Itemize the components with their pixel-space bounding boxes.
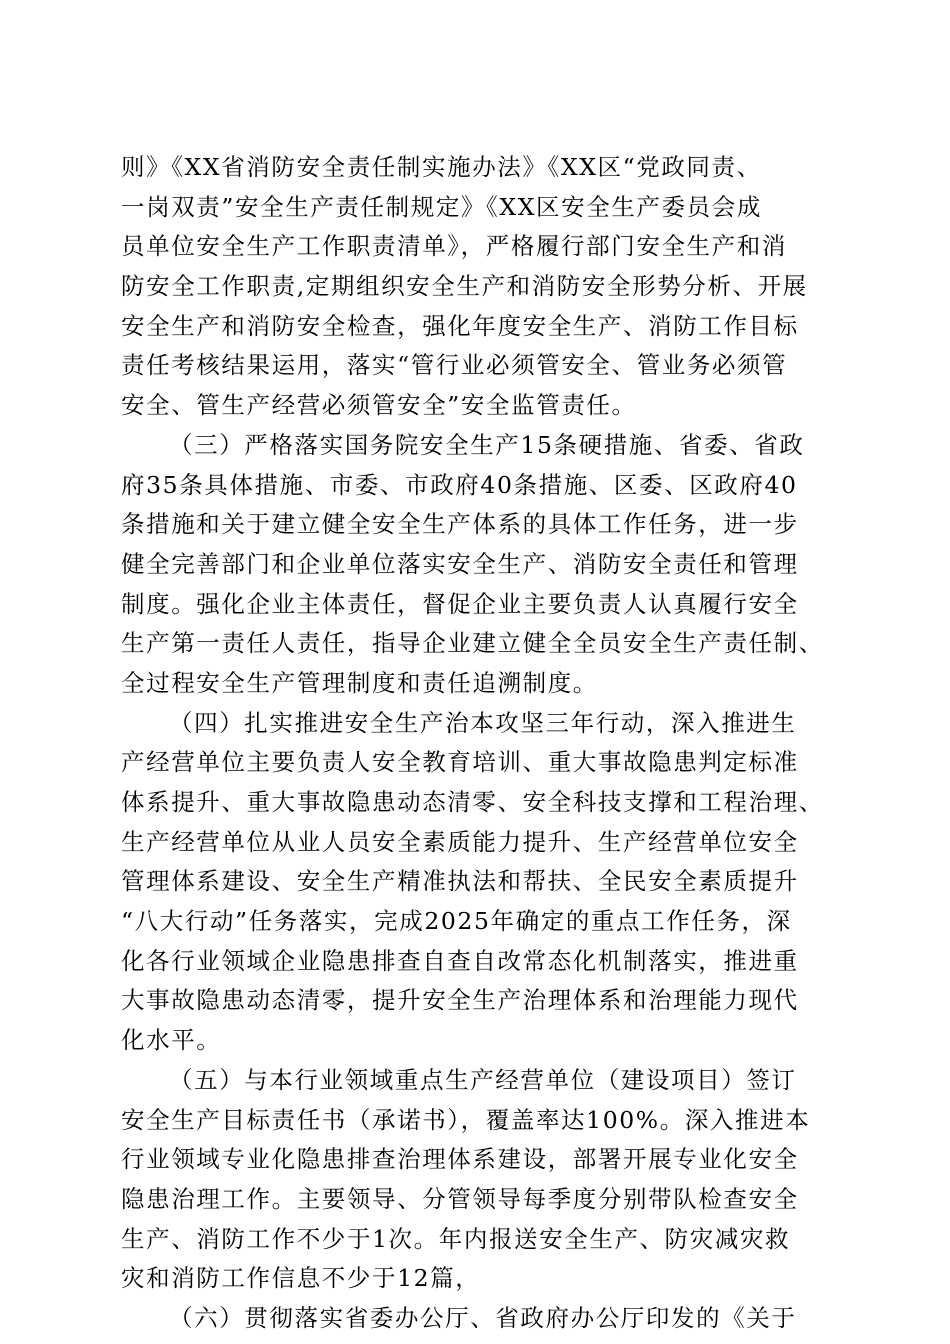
text-line: 则》《XX省消防安全责任制实施办法》《XX区“党政同责、	[121, 153, 762, 181]
text-line: 化各行业领域企业隐患排查自查自改常态化机制落实，推进重	[121, 946, 799, 975]
text-line: 责任考核结果运用，落实“管行业必须管安全、管业务必须管	[121, 351, 788, 380]
text-line: 生产第一责任人责任，指导企业建立健全全员安全生产责任制、	[121, 629, 824, 658]
text-line: 全过程安全生产管理制度和责任追溯制度。	[121, 668, 598, 697]
paragraph-start-line: （六）贯彻落实省委办公厅、省政府办公厅印发的《关于	[169, 1303, 797, 1332]
text-line: 大事故隐患动态清零，提升安全生产治理体系和治理能力现代	[121, 986, 799, 1015]
text-line: 健全完善部门和企业单位落实安全生产、消防安全责任和管理	[121, 549, 799, 578]
text-line: 防安全工作职责,定期组织安全生产和消防安全形势分析、开展	[121, 272, 808, 301]
text-line: 生产、消防工作不少于1次。年内报送安全生产、防灾减灾救	[121, 1224, 791, 1253]
text-line: 安全生产目标责任书（承诺书），覆盖率达100%。深入推进本	[121, 1105, 811, 1134]
text-line: 隐患治理工作。主要领导、分管领导每季度分别带队检查安全	[121, 1184, 799, 1213]
text-line: 行业领域专业化隐患排查治理体系建设，部署开展专业化安全	[121, 1145, 799, 1174]
paragraph-start-line: （四）扎实推进安全生产治本攻坚三年行动，深入推进生	[169, 708, 797, 737]
text-line: 灾和消防工作信息不少于12篇，	[121, 1264, 481, 1293]
text-line: 管理体系建设、安全生产精准执法和帮扶、全民安全素质提升	[121, 867, 799, 896]
text-line: 生产经营单位从业人员安全素质能力提升、生产经营单位安全	[121, 827, 799, 856]
text-line: 安全生产和消防安全检查，强化年度安全生产、消防工作目标	[121, 311, 799, 340]
text-line: “八大行动”任务落实，完成2025年确定的重点工作任务，深	[121, 907, 792, 936]
body-text	[121, 148, 826, 1339]
text-line: 府35条具体措施、市委、市政府40条措施、区委、区政府40	[121, 470, 798, 499]
text-line: 制度。强化企业主体责任，督促企业主要负责人认真履行安全	[121, 589, 799, 618]
text-line: 安全、管生产经营必须管安全”安全监管责任。	[121, 391, 637, 420]
text-line: 员单位安全生产工作职责清单》，严格履行部门安全生产和消	[121, 232, 787, 261]
text-line: 条措施和关于建立健全安全生产体系的具体工作任务，进一步	[121, 510, 799, 539]
text-line: 体系提升、重大事故隐患动态清零、安全科技支撑和工程治理、	[121, 788, 824, 816]
text-line: 产经营单位主要负责人安全教育培训、重大事故隐患判定标准	[121, 748, 799, 777]
paragraph-start-line: （三）严格落实国务院安全生产15条硬措施、省委、省政	[169, 430, 805, 459]
text-line: 化水平。	[121, 1026, 222, 1055]
paragraph-start-line: （五）与本行业领域重点生产经营单位（建设项目）签订	[169, 1065, 797, 1094]
text-line: 一岗双责”安全生产责任制规定》《XX区安全生产委员会成	[121, 192, 762, 221]
